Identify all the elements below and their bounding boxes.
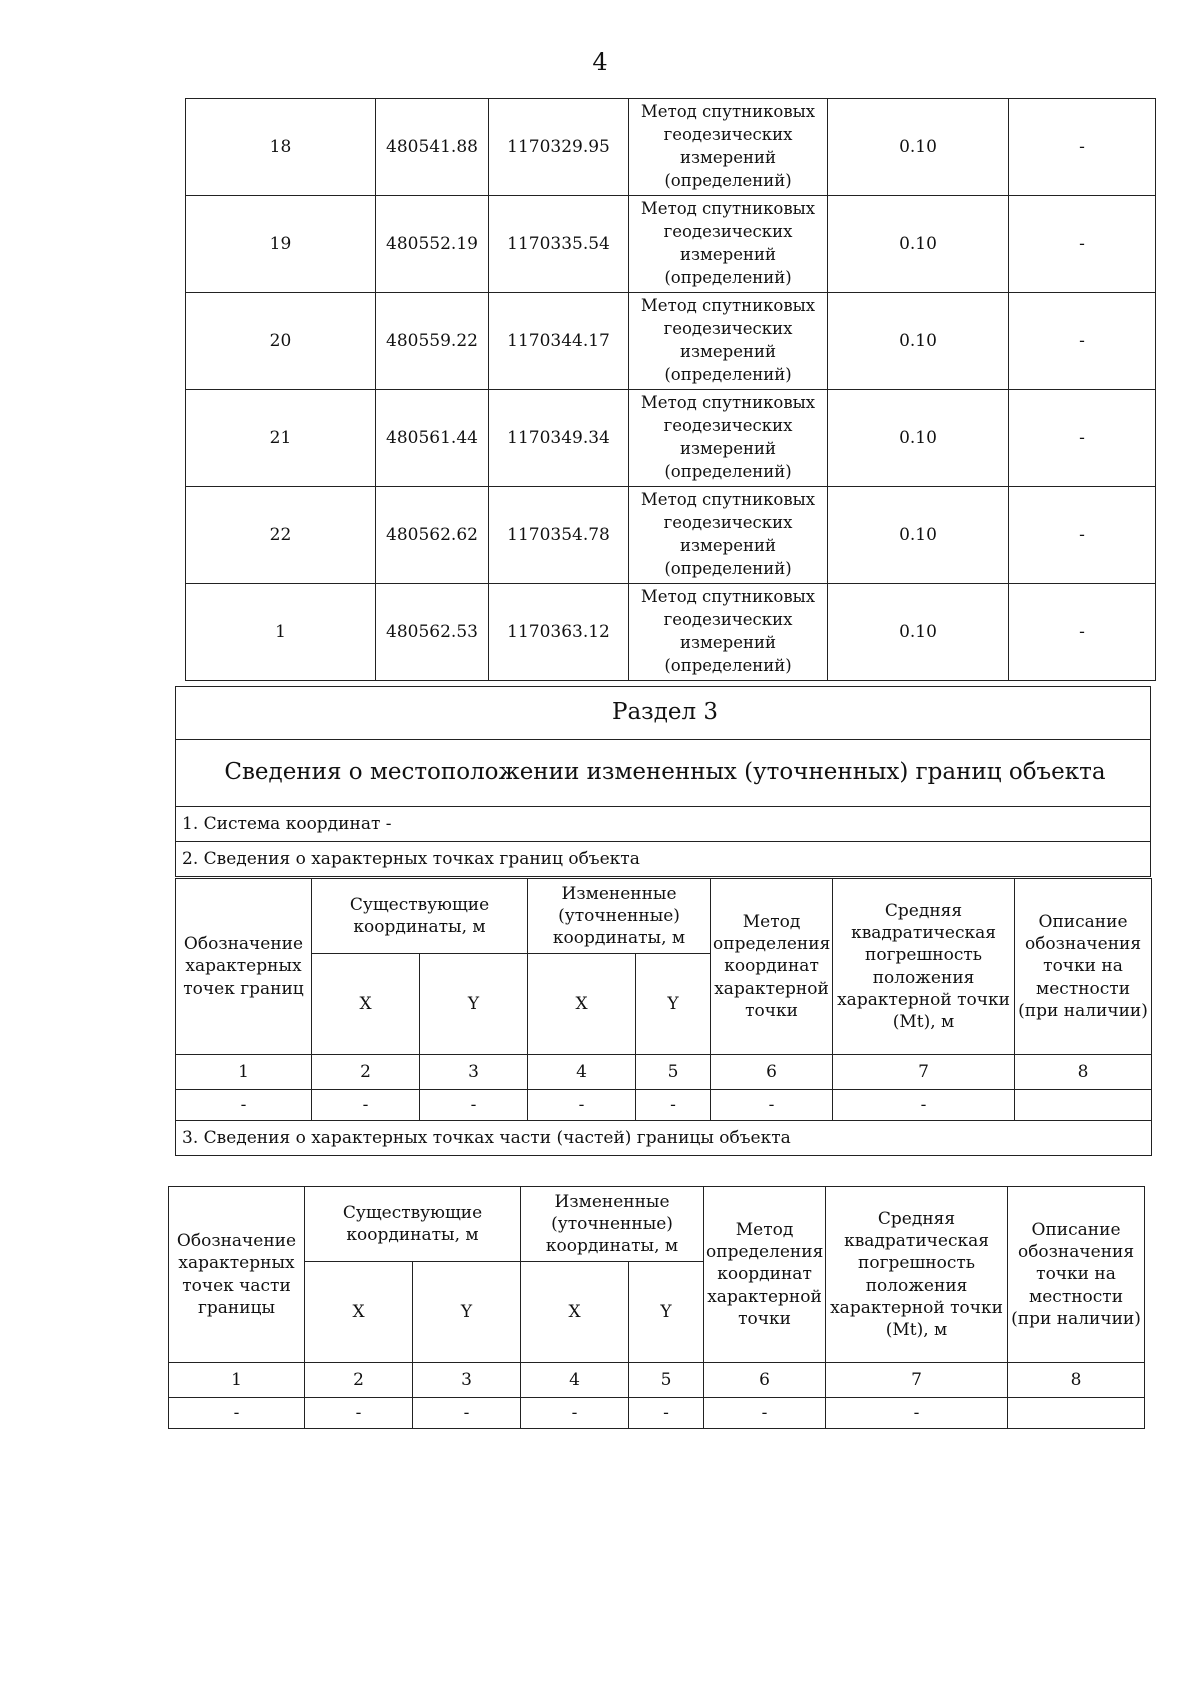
cell-value	[1015, 1090, 1152, 1121]
boundary-parts-points-table	[168, 1186, 1145, 1429]
point-number: 19	[186, 196, 376, 293]
method-line: Метод спутниковых	[640, 296, 816, 316]
method-line: измерений	[680, 633, 776, 652]
changed-boundary-points-table	[175, 878, 1152, 1156]
col-designation: Обозначение характерных точек части границы	[169, 1187, 305, 1363]
column-number: 8	[1015, 1055, 1152, 1090]
method	[629, 390, 828, 487]
method-line: геодезических	[663, 125, 793, 145]
column-number: 7	[833, 1055, 1015, 1090]
method-line: геодезических	[663, 319, 793, 339]
column-numbers-row	[176, 1055, 1152, 1090]
table-row	[186, 293, 1156, 390]
column-number: 3	[413, 1363, 521, 1398]
col-accuracy: Средняя квадратическая погрешность положения характерной точки (Mt), м	[833, 879, 1015, 1055]
point-description: -	[1009, 390, 1156, 487]
section-subtitle: Сведения о местоположении измененных (уточненных) границ объекта	[176, 740, 1151, 807]
cell-value	[1008, 1398, 1145, 1429]
coord-x: 480562.53	[376, 584, 489, 681]
column-number: 1	[169, 1363, 305, 1398]
column-number: 5	[636, 1055, 711, 1090]
col-designation: Обозначение характерных точек границ	[176, 879, 312, 1055]
coord-y: 1170354.78	[489, 487, 629, 584]
cell-value: -	[312, 1090, 420, 1121]
accuracy: 0.10	[828, 487, 1009, 584]
point-number: 22	[186, 487, 376, 584]
col-existing-coords: Существующие координаты, м	[312, 879, 528, 954]
accuracy: 0.10	[828, 390, 1009, 487]
point-number: 1	[186, 584, 376, 681]
points-heading: 2. Сведения о характерных точках границ объекта	[176, 842, 1151, 877]
page-number: 4	[592, 48, 608, 76]
cell-value: -	[711, 1090, 833, 1121]
col-changed-coords: Измененные (уточненные) координаты, м	[521, 1187, 704, 1262]
col-accuracy: Средняя квадратическая погрешность положения характерной точки (Mt), м	[826, 1187, 1008, 1363]
col-existing-y: Y	[420, 954, 528, 1055]
accuracy: 0.10	[828, 584, 1009, 681]
column-number: 4	[521, 1363, 629, 1398]
method-line: измерений	[680, 342, 776, 361]
coord-y: 1170344.17	[489, 293, 629, 390]
table-row	[186, 390, 1156, 487]
point-description: -	[1009, 196, 1156, 293]
method	[629, 584, 828, 681]
method	[629, 293, 828, 390]
table-row	[186, 99, 1156, 196]
coord-y: 1170363.12	[489, 584, 629, 681]
point-description: -	[1009, 293, 1156, 390]
col-changed-x: X	[521, 1262, 629, 1363]
col-description: Описание обозначения точки на местности (при наличии)	[1015, 879, 1152, 1055]
column-number: 4	[528, 1055, 636, 1090]
coord-x: 480541.88	[376, 99, 489, 196]
method-line: геодезических	[663, 513, 793, 533]
coord-x: 480561.44	[376, 390, 489, 487]
accuracy: 0.10	[828, 196, 1009, 293]
cell-value: -	[305, 1398, 413, 1429]
cell-value: -	[833, 1090, 1015, 1121]
method-line: Метод спутниковых	[640, 393, 816, 413]
column-number: 3	[420, 1055, 528, 1090]
col-existing-x: X	[312, 954, 420, 1055]
method	[629, 196, 828, 293]
column-numbers-row	[169, 1363, 1145, 1398]
col-existing-x: X	[305, 1262, 413, 1363]
table-row	[176, 1090, 1152, 1121]
column-number: 7	[826, 1363, 1008, 1398]
cell-value: -	[413, 1398, 521, 1429]
method-line: измерений	[680, 148, 776, 167]
cell-value: -	[704, 1398, 826, 1429]
point-number: 21	[186, 390, 376, 487]
coord-y: 1170349.34	[489, 390, 629, 487]
point-number: 18	[186, 99, 376, 196]
table-row	[169, 1398, 1145, 1429]
method-line: Метод спутниковых	[640, 587, 816, 607]
col-changed-y: Y	[629, 1262, 704, 1363]
table-row	[186, 584, 1156, 681]
point-description: -	[1009, 487, 1156, 584]
col-changed-coords: Измененные (уточненные) координаты, м	[528, 879, 711, 954]
col-changed-y: Y	[636, 954, 711, 1055]
method-line: (определений)	[664, 461, 792, 481]
point-description: -	[1009, 99, 1156, 196]
accuracy: 0.10	[828, 99, 1009, 196]
cell-value: -	[521, 1398, 629, 1429]
method-line: Метод спутниковых	[640, 102, 816, 122]
col-method: Метод определения координат характерной точки	[711, 879, 833, 1055]
cell-value: -	[636, 1090, 711, 1121]
col-existing-y: Y	[413, 1262, 521, 1363]
cell-value: -	[528, 1090, 636, 1121]
point-number: 20	[186, 293, 376, 390]
coord-y: 1170329.95	[489, 99, 629, 196]
method-line: геодезических	[663, 610, 793, 630]
col-changed-x: X	[528, 954, 636, 1055]
column-number: 5	[629, 1363, 704, 1398]
method-line: геодезических	[663, 416, 793, 436]
method-line: Метод спутниковых	[640, 199, 816, 219]
method-line: измерений	[680, 245, 776, 264]
method	[629, 99, 828, 196]
point-description: -	[1009, 584, 1156, 681]
column-number: 6	[704, 1363, 826, 1398]
method-line: измерений	[680, 536, 776, 555]
cell-value: -	[826, 1398, 1008, 1429]
table-row	[186, 196, 1156, 293]
parts-heading: 3. Сведения о характерных точках части (частей) границы объекта	[176, 1121, 1152, 1156]
method-line: (определений)	[664, 170, 792, 190]
col-method: Метод определения координат характерной точки	[704, 1187, 826, 1363]
col-description: Описание обозначения точки на местности (при наличии)	[1008, 1187, 1145, 1363]
coordinate-system-line: 1. Система координат -	[176, 807, 1151, 842]
method-line: (определений)	[664, 267, 792, 287]
method-line: (определений)	[664, 558, 792, 578]
method-line: Метод спутниковых	[640, 490, 816, 510]
cell-value: -	[629, 1398, 704, 1429]
coord-x: 480562.62	[376, 487, 489, 584]
method	[629, 487, 828, 584]
column-number: 8	[1008, 1363, 1145, 1398]
boundary-points-table	[185, 98, 1156, 681]
coord-y: 1170335.54	[489, 196, 629, 293]
table-row	[186, 487, 1156, 584]
col-existing-coords: Существующие координаты, м	[305, 1187, 521, 1262]
coord-x: 480552.19	[376, 196, 489, 293]
cell-value: -	[420, 1090, 528, 1121]
section-title: Раздел 3	[176, 687, 1151, 740]
coord-x: 480559.22	[376, 293, 489, 390]
column-number: 2	[312, 1055, 420, 1090]
method-line: геодезических	[663, 222, 793, 242]
column-number: 6	[711, 1055, 833, 1090]
cell-value: -	[169, 1398, 305, 1429]
method-line: измерений	[680, 439, 776, 458]
section-3-header	[175, 686, 1151, 877]
column-number: 2	[305, 1363, 413, 1398]
accuracy: 0.10	[828, 293, 1009, 390]
method-line: (определений)	[664, 364, 792, 384]
method-line: (определений)	[664, 655, 792, 675]
column-number: 1	[176, 1055, 312, 1090]
cell-value: -	[176, 1090, 312, 1121]
